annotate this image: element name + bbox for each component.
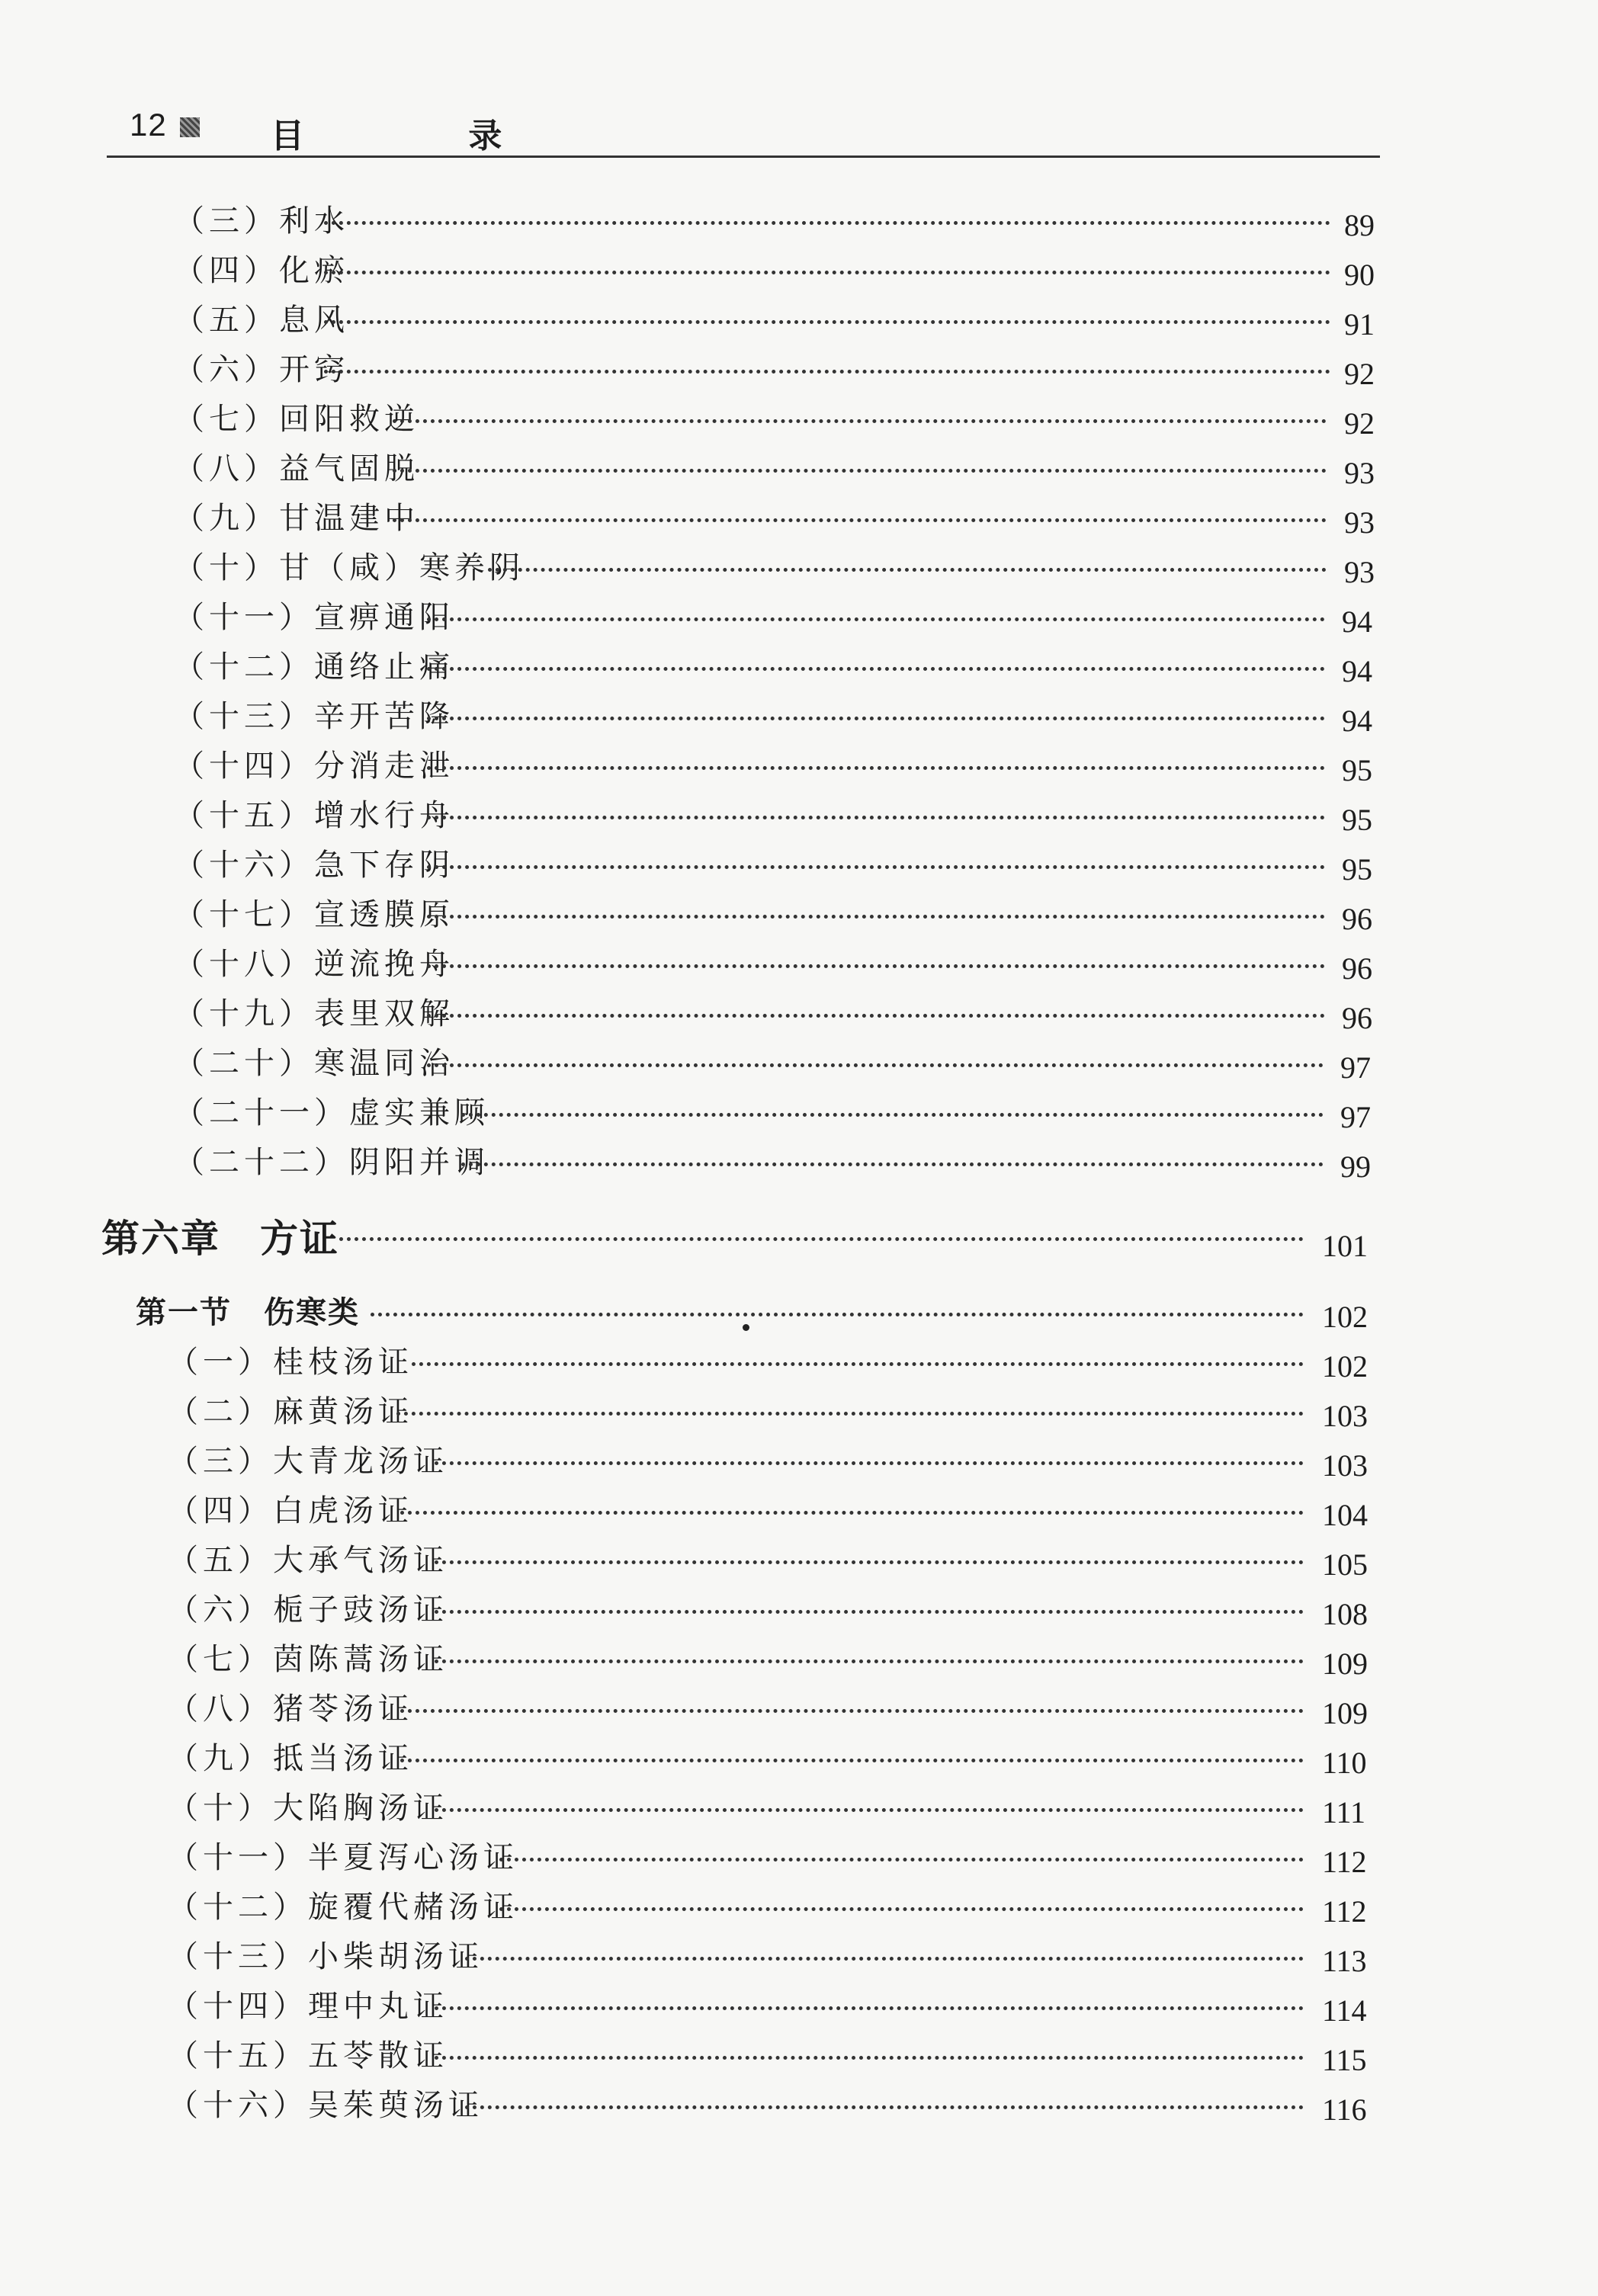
toc-entry-title: （七）茵陈蒿汤证 (168, 1642, 448, 1677)
toc-entry-title: （十七）宣透膜原 (174, 897, 454, 932)
dot-leader (427, 907, 1325, 919)
toc-page-number: 99 (1340, 1150, 1371, 1184)
toc-page-number: 93 (1344, 505, 1375, 540)
dot-leader (324, 213, 1330, 225)
dot-leader (400, 1751, 1304, 1762)
dot-leader (427, 957, 1325, 968)
toc-entry-title: （十一）宣痹通阳 (174, 600, 454, 635)
toc-entry-row (174, 345, 1405, 390)
toc-entry-title: （十五）增水行舟 (174, 798, 454, 833)
toc-entry-row (174, 395, 1405, 439)
toc-entry-title: （十二）旋覆代赭汤证 (168, 1890, 518, 1925)
toc-page-number: 93 (1344, 456, 1375, 490)
dot-leader (465, 1949, 1304, 1961)
toc-entry-row (174, 841, 1403, 885)
dot-leader (427, 808, 1325, 819)
toc-entry-title: （二十一）虚实兼顾 (174, 1095, 489, 1130)
dot-leader (324, 362, 1330, 374)
toc-entry-title: 第一节 伤寒类 (136, 1295, 360, 1330)
toc-entry-row (168, 1734, 1383, 1778)
toc-entry-row (168, 1338, 1383, 1382)
toc-page-number: 109 (1322, 1647, 1368, 1681)
toc-entry-title: （十二）通络止痛 (174, 649, 454, 685)
toc-entry-title: （十六）吴茱萸汤证 (168, 2088, 483, 2123)
toc-page-number: 103 (1322, 1448, 1368, 1483)
toc-page-number: 94 (1342, 604, 1372, 639)
toc-page-number: 110 (1322, 1746, 1367, 1780)
dot-leader (324, 263, 1330, 274)
toc-page-number: 95 (1342, 803, 1372, 837)
dot-leader (461, 1155, 1324, 1166)
page-number: 12 (130, 107, 167, 143)
toc-entry-row (168, 1932, 1383, 1977)
toc-entry-title: （十五）五苓散证 (168, 2038, 448, 2073)
toc-entry-row (174, 791, 1403, 835)
toc-entry-title: （九）抵当汤证 (168, 1741, 413, 1776)
toc-page-number: 103 (1322, 1399, 1368, 1433)
toc-page-number: 94 (1342, 654, 1372, 688)
toc-entry-row (174, 544, 1405, 588)
toc-page-number: 109 (1322, 1696, 1368, 1730)
toc-entry-row (168, 1784, 1383, 1828)
header-title: 目 录 (271, 117, 579, 156)
toc-entry-row (174, 1138, 1401, 1182)
toc-entry-title: （四）化瘀 (174, 253, 349, 288)
scan-speck (743, 1324, 749, 1331)
toc-page-number: 116 (1322, 2092, 1367, 2127)
toc-entry-title: （十四）分消走泄 (174, 749, 454, 784)
toc-entry-row (168, 1586, 1383, 1630)
dot-leader (427, 1006, 1325, 1018)
toc-page-number: 112 (1322, 1894, 1367, 1929)
dot-leader (393, 412, 1327, 423)
toc-section-row (136, 1288, 1383, 1332)
dot-leader (461, 1105, 1324, 1117)
dot-leader (412, 1355, 1304, 1366)
dot-leader (396, 1404, 1304, 1416)
toc-chapter-row (101, 1208, 1383, 1263)
toc-entry-title: （九）甘温建中 (174, 501, 419, 536)
dot-leader (427, 610, 1325, 621)
toc-entry-row (174, 246, 1405, 290)
toc-page-number: 93 (1344, 555, 1375, 589)
toc-entry-row (174, 989, 1403, 1034)
toc-entry-row (174, 494, 1405, 538)
toc-entry-row (168, 1982, 1383, 2026)
toc-entry-title: （十八）逆流挽舟 (174, 947, 454, 982)
toc-page-number: 115 (1322, 2043, 1367, 2077)
toc-page-number: 92 (1344, 406, 1375, 441)
dot-leader (488, 560, 1327, 572)
dot-leader (435, 1454, 1304, 1465)
dot-leader (435, 1801, 1304, 1812)
toc-entry-title: （十一）半夏泻心汤证 (168, 1840, 518, 1875)
dot-leader (400, 1701, 1304, 1713)
toc-entry-title: （八）益气固脱 (174, 451, 419, 486)
toc-entry-row (168, 1685, 1383, 1729)
toc-entry-row (174, 742, 1403, 786)
dot-leader (324, 313, 1330, 324)
toc-entry-row (168, 1387, 1383, 1432)
toc-page-number: 111 (1322, 1795, 1366, 1829)
dot-leader (427, 758, 1325, 770)
toc-entry-title: （四）白虎汤证 (168, 1493, 413, 1528)
toc-entry-row (174, 593, 1403, 637)
dot-leader (435, 1602, 1304, 1614)
dot-leader (427, 1056, 1324, 1067)
toc-entry-row (174, 444, 1405, 489)
toc-entry-title: （七）回阳救逆 (174, 402, 419, 437)
dot-leader (435, 1553, 1304, 1564)
dot-leader (435, 2048, 1304, 2060)
toc-entry-title: （一）桂枝汤证 (168, 1345, 413, 1380)
toc-entry-title: （五）息风 (174, 303, 349, 338)
toc-entry-row (174, 692, 1403, 736)
dot-leader (427, 709, 1325, 720)
toc-entry-row (168, 1536, 1383, 1580)
toc-entry-title: （二十）寒温同治 (174, 1046, 454, 1081)
toc-entry-title: （五）大承气汤证 (168, 1543, 448, 1578)
toc-page-number: 95 (1342, 753, 1372, 787)
toc-entry-row (168, 1486, 1383, 1531)
dot-leader (435, 1652, 1304, 1663)
toc-page-number: 91 (1344, 307, 1375, 342)
toc-page-number: 104 (1322, 1498, 1368, 1532)
toc-entry-title: （十三）小柴胡汤证 (168, 1939, 483, 1974)
toc-entry-title: （二十二）阴阳并调 (174, 1145, 489, 1180)
toc-entry-title: （八）猪苓汤证 (168, 1692, 413, 1727)
toc-entry-title: （十三）辛开苦降 (174, 699, 454, 734)
toc-page-number: 105 (1322, 1547, 1368, 1582)
toc-entry-title: （六）开窍 (174, 352, 349, 387)
dot-leader (339, 1230, 1304, 1241)
toc-entry-row (168, 1883, 1383, 1927)
dot-leader (465, 2098, 1304, 2109)
toc-page-number: 108 (1322, 1597, 1368, 1631)
toc-entry-title: 第六章 方证 (101, 1217, 339, 1261)
dot-leader (499, 1900, 1304, 1911)
toc-entry-title: （十九）表里双解 (174, 996, 454, 1031)
toc-page-number: 89 (1344, 208, 1375, 242)
toc-page-number: 96 (1342, 951, 1372, 986)
toc-entry-row (174, 197, 1405, 241)
toc-page-number: 96 (1342, 1001, 1372, 1035)
toc-entry-row (168, 2081, 1383, 2125)
toc-page-number: 92 (1344, 357, 1375, 391)
toc-entry-title: （三）利水 (174, 204, 349, 239)
toc-entry-title: （六）栀子豉汤证 (168, 1592, 448, 1627)
toc-page-number: 112 (1322, 1845, 1367, 1879)
toc-page-number: 96 (1342, 902, 1372, 936)
dot-leader (393, 461, 1327, 473)
dot-leader (393, 511, 1327, 522)
toc-page-number: 113 (1322, 1944, 1367, 1978)
toc-page-number: 102 (1322, 1349, 1368, 1384)
toc-page-number: 97 (1340, 1050, 1371, 1085)
toc-page-number: 97 (1340, 1100, 1371, 1134)
toc-entry-row (174, 643, 1403, 687)
toc-entry-row (174, 940, 1403, 984)
dot-leader (435, 1999, 1304, 2010)
dot-leader (427, 659, 1325, 671)
toc-entry-row (174, 1089, 1401, 1133)
toc-entry-row (168, 2031, 1383, 2076)
toc-page-number: 90 (1344, 258, 1375, 292)
toc-entry-row (168, 1635, 1383, 1679)
dot-leader (499, 1850, 1304, 1861)
toc-entry-title: （十四）理中丸证 (168, 1989, 448, 2024)
dot-leader (371, 1305, 1304, 1316)
toc-page-number: 101 (1322, 1229, 1368, 1263)
toc-entry-title: （十）大陷胸汤证 (168, 1791, 448, 1826)
toc-entry-title: （十六）急下存阴 (174, 848, 454, 883)
toc-page-number: 95 (1342, 852, 1372, 887)
toc-entry-title: （三）大青龙汤证 (168, 1444, 448, 1479)
toc-page-number: 102 (1322, 1300, 1368, 1334)
dot-leader (427, 858, 1325, 869)
toc-entry-row (174, 1039, 1401, 1083)
toc-entry-row (168, 1437, 1383, 1481)
toc-entry-row (168, 1833, 1383, 1878)
toc-page-number: 114 (1322, 1993, 1367, 2028)
toc-entry-title: （二）麻黄汤证 (168, 1394, 413, 1429)
dot-leader (400, 1503, 1304, 1515)
toc-entry-title: （十）甘（咸）寒养阴 (174, 550, 525, 585)
toc-entry-row (174, 890, 1403, 935)
toc-entry-row (174, 296, 1405, 340)
toc-page-number: 94 (1342, 704, 1372, 738)
